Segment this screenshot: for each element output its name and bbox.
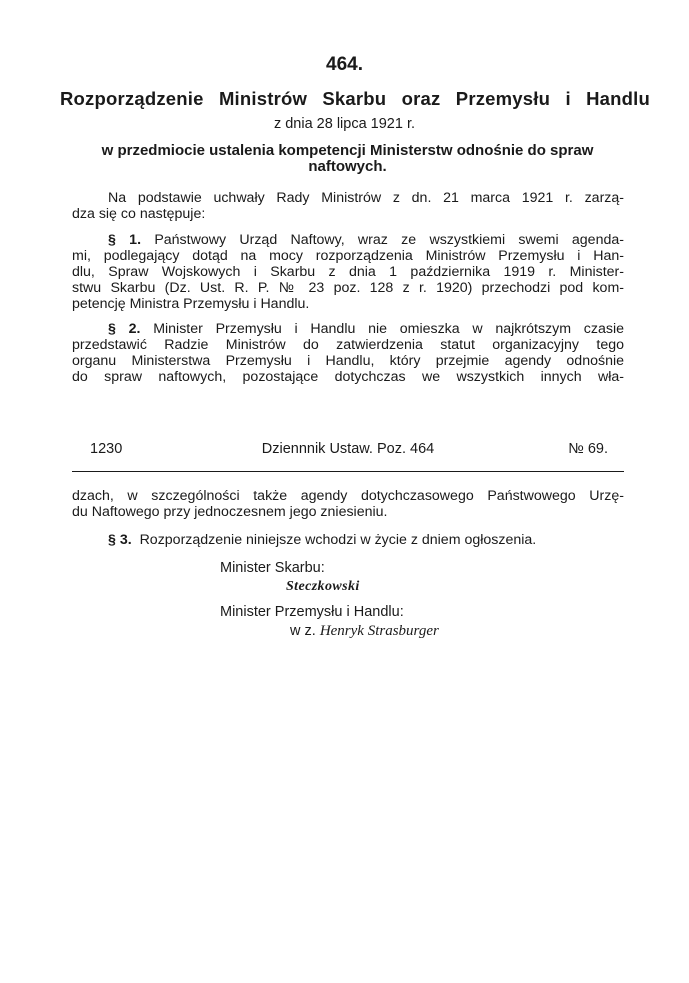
- paragraph-1: [72, 232, 624, 312]
- text-line: organu Ministerstwa Przemysłu i Handlu, który przejmie agendy odnośnie: [72, 353, 624, 369]
- text-line: przedstawić Radzie Ministrów do zatwierdzenia statut organizacyjny tego: [72, 337, 624, 353]
- journal-title: Dziennnik Ustaw. Poz. 464: [261, 441, 435, 457]
- document-date: z dnia 28 lipca 1921 r.: [273, 116, 416, 132]
- signature-prefix: w z.: [290, 623, 316, 639]
- text-line: dza się co następuje:: [72, 206, 206, 222]
- header-rule: [72, 471, 624, 472]
- document-subject: [60, 143, 635, 175]
- signature-title: Minister Przemysłu i Handlu:: [220, 604, 404, 620]
- section-mark: § 3.: [108, 532, 132, 548]
- subject-line: w przedmiocie ustalenia kompetencji Ministerstw odnośnie do spraw: [101, 142, 594, 159]
- text-line: [72, 532, 624, 548]
- text-line: dzach, w szczególności także agendy dotychczasowego Państwowego Urzę-: [72, 488, 624, 504]
- text-line: mi, podlegający dotąd na mocy rozporządzenia Ministrów Przemysłu i Han-: [72, 248, 624, 264]
- paragraph-2: [72, 321, 624, 385]
- text-line-content: Rozporządzenie niniejsze wchodzi w życie z dniem ogłoszenia.: [139, 532, 537, 548]
- text-line: du Naftowego przy jednoczesnem jego zniesieniu.: [72, 504, 388, 520]
- page-footer-header: [72, 441, 624, 461]
- text-line: dlu, Spraw Wojskowych i Skarbu z dnia 1 października 1919 r. Minister-: [72, 264, 624, 280]
- section-mark: § 1.: [108, 232, 142, 248]
- text-line: stwu Skarbu (Dz. Ust. R. P. № 23 poz. 128 z r. 1920) przechodzi pod kom-: [72, 280, 624, 296]
- text-line: [72, 232, 624, 248]
- text-line: petencję Ministra Przemysłu i Handlu.: [72, 296, 310, 312]
- text-line: Na podstawie uchwały Rady Ministrów z dn. 21 marca 1921 r. zarzą-: [108, 190, 624, 206]
- page-number: 1230: [90, 441, 123, 457]
- act-number: 464.: [326, 54, 363, 75]
- text-line-content: Minister Przemysłu i Handlu nie omieszka w najkrótszym czasie: [153, 321, 624, 337]
- continuation-paragraph: [72, 488, 624, 520]
- text-line: [72, 321, 624, 337]
- document-title: Rozporządzenie Ministrów Skarbu oraz Przemysłu i Handlu: [60, 88, 650, 109]
- issue-number: № 69.: [568, 441, 608, 457]
- text-line: do spraw naftowych, pozostające dotychczas we wszystkich innych wła-: [72, 369, 624, 385]
- section-mark: § 2.: [108, 321, 141, 337]
- signature-title: Minister Skarbu:: [220, 560, 325, 576]
- subject-line: naftowych.: [308, 158, 387, 175]
- text-line-content: Państwowy Urząd Naftowy, wraz ze wszystkiemi swemi agenda-: [154, 232, 624, 248]
- intro-paragraph: [72, 190, 624, 222]
- signature-name: Steczkowski: [286, 579, 360, 594]
- signature-name-block: [290, 623, 439, 640]
- signature-name: Henryk Strasburger: [319, 623, 439, 639]
- paragraph-3: [72, 532, 624, 548]
